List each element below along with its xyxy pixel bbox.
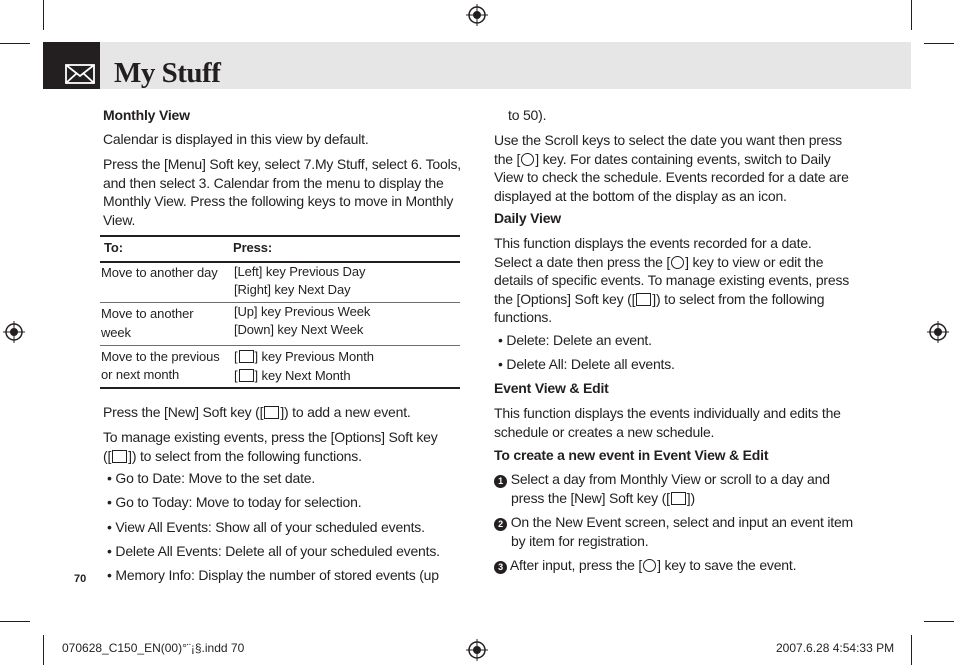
step-number-3: 3 bbox=[494, 561, 507, 574]
list-item-text: View All Events: Show all of your scheduled events. bbox=[115, 519, 425, 535]
text-line: by item for registration. bbox=[511, 532, 649, 549]
text-line: functions. bbox=[494, 309, 552, 325]
text-line: ]) bbox=[686, 489, 695, 506]
text-line: Select a date then press the [ bbox=[494, 253, 671, 270]
soft-key-icon bbox=[671, 492, 686, 505]
paragraph bbox=[494, 131, 874, 205]
soft-key-icon bbox=[636, 293, 651, 306]
text-line: ] key. For dates containing events, switch to Daily bbox=[535, 150, 831, 167]
list-item-text: Delete: Delete an event. bbox=[506, 332, 652, 348]
list-item: • Delete All: Delete all events. bbox=[498, 356, 675, 372]
ok-key-icon bbox=[671, 256, 684, 269]
text-line: the [Options] Soft key ([ bbox=[494, 290, 636, 307]
text-line: View to check the schedule. Events recorded for a date are bbox=[494, 169, 849, 185]
text-line: ([ ]) to select from the following functions. bbox=[103, 447, 362, 464]
table-cell: Move to another day bbox=[101, 265, 218, 280]
list-item-text: Go to Date: Move to the set date. bbox=[115, 470, 316, 486]
text-line bbox=[494, 489, 874, 508]
text-line: Select a day from Monthly View or scroll to a day and bbox=[510, 471, 830, 487]
crop-mark bbox=[43, 0, 44, 30]
table-cell-next-month: [ ] key Next Month bbox=[234, 368, 351, 383]
table-cell: [Left] key Previous Day bbox=[234, 264, 366, 279]
crop-mark bbox=[911, 0, 912, 30]
registration-mark-icon bbox=[466, 639, 488, 661]
paragraph bbox=[103, 155, 473, 229]
text-line bbox=[494, 253, 874, 272]
registration-mark-icon bbox=[927, 321, 949, 343]
footer-datetime: 2007.6.28 4:54:33 PM bbox=[776, 641, 895, 655]
text-line: ] key to save the event. bbox=[657, 557, 797, 573]
table-cell: [Down] key Next Week bbox=[234, 322, 364, 337]
list-item: • Delete All Events: Delete all of your scheduled events. bbox=[107, 543, 440, 559]
list-item: • Go to Today: Move to today for selection. bbox=[107, 494, 362, 510]
step-3 bbox=[494, 556, 874, 575]
text-line: ] key Next Month bbox=[254, 368, 351, 383]
envelope-icon bbox=[65, 64, 95, 84]
text-line: Press the [New] Soft key ([ bbox=[103, 404, 264, 420]
list-item: • Go to Date: Move to the set date. bbox=[107, 470, 316, 486]
list-item-text: Memory Info: Display the number of stored events (up bbox=[115, 567, 439, 583]
registration-mark-icon bbox=[3, 321, 25, 343]
section-heading: To create a new event in Event View & Edit bbox=[494, 447, 769, 463]
table-header-press: Press: bbox=[233, 240, 273, 255]
paragraph bbox=[494, 234, 874, 327]
paragraph bbox=[103, 130, 473, 149]
text-line: Press the [Menu] Soft key, select 7.My Stuff, select 6. Tools, bbox=[103, 156, 461, 172]
list-item-text: Delete All: Delete all events. bbox=[506, 356, 675, 372]
crop-mark bbox=[924, 43, 954, 44]
step-1 bbox=[494, 470, 874, 507]
table-cell: Move to another bbox=[101, 306, 194, 321]
text-line: displayed at the bottom of the display as an icon. bbox=[494, 187, 787, 204]
page-title: My Stuff bbox=[114, 57, 221, 89]
text-line: press the [New] Soft key ([ bbox=[511, 489, 670, 506]
text-line bbox=[494, 556, 874, 575]
text-line: To manage existing events, press the [Options] Soft key bbox=[103, 429, 438, 445]
text-line: ] key Previous Month bbox=[254, 349, 374, 364]
table-rule bbox=[100, 387, 460, 389]
crop-mark bbox=[911, 635, 912, 665]
text-line: View. bbox=[103, 211, 136, 228]
paragraph bbox=[103, 428, 473, 465]
table-cell: Move to the previous bbox=[101, 349, 220, 364]
crop-mark bbox=[0, 43, 30, 44]
section-heading: Daily View bbox=[494, 210, 562, 226]
table-rule bbox=[100, 345, 460, 346]
header-icon-box bbox=[43, 42, 100, 89]
side-key-up-icon bbox=[239, 350, 254, 363]
paragraph bbox=[103, 403, 473, 422]
crop-mark bbox=[0, 621, 30, 622]
list-item-text: Delete All Events: Delete all of your scheduled events. bbox=[115, 543, 440, 559]
text-line bbox=[494, 470, 874, 489]
table-header-to: To: bbox=[104, 240, 123, 255]
soft-key-icon bbox=[264, 406, 279, 419]
text-line: ]) to select from the following functions. bbox=[128, 447, 362, 464]
step-2 bbox=[494, 513, 874, 550]
text-line: schedule or creates a new schedule. bbox=[494, 423, 715, 440]
section-heading: Monthly View bbox=[103, 107, 190, 123]
step-number-2: 2 bbox=[494, 518, 507, 531]
text-line bbox=[494, 513, 874, 532]
text-line: ] key to view or edit the bbox=[685, 253, 824, 270]
text-line: ]) to select from the following bbox=[652, 290, 825, 307]
table-rule bbox=[100, 235, 460, 237]
paragraph bbox=[494, 404, 874, 441]
page-number: 70 bbox=[74, 573, 87, 585]
left-column bbox=[103, 106, 463, 125]
text-line: Calendar is displayed in this view by default. bbox=[103, 131, 369, 147]
soft-key-icon bbox=[112, 450, 127, 463]
list-item-text: Go to Today: Move to today for selection. bbox=[115, 494, 362, 510]
text-line: On the New Event screen, select and input an event item bbox=[510, 514, 854, 530]
table-cell-prev-month: [ ] key Previous Month bbox=[234, 349, 374, 364]
text-line bbox=[494, 290, 874, 309]
registration-mark-icon bbox=[466, 4, 488, 26]
footer-filename: 070628_C150_EN(00)°¨¡§.indd 70 bbox=[62, 641, 245, 655]
table-cell: [Up] key Previous Week bbox=[234, 304, 371, 319]
side-key-down-icon bbox=[239, 369, 254, 382]
text-line: After input, press the [ bbox=[509, 557, 643, 573]
list-item: • Delete: Delete an event. bbox=[498, 332, 652, 348]
section-heading: Event View & Edit bbox=[494, 380, 609, 396]
text-line: This function displays the events recorded for a date. bbox=[494, 235, 812, 251]
text-line: This function displays the events individually and edits the bbox=[494, 405, 841, 421]
text-line: the [ ] key. For dates containing events, switch to Daily bbox=[494, 150, 831, 167]
ok-key-icon bbox=[643, 559, 656, 572]
text-line: Monthly View. Press the following keys to move in Monthly bbox=[103, 193, 454, 209]
text-line: to 50). bbox=[508, 107, 547, 123]
list-item: • Memory Info: Display the number of stored events (up bbox=[107, 567, 439, 583]
table-cell: or next month bbox=[101, 367, 180, 382]
ok-key-icon bbox=[521, 153, 534, 166]
text-line: and then select 3. Calendar from the menu to display the bbox=[103, 174, 444, 191]
text-line: details of specific events. To manage existing events, press bbox=[494, 272, 850, 288]
text-line: ]) to add a new event. bbox=[280, 404, 411, 420]
text-line: Use the Scroll keys to select the date you want then press bbox=[494, 132, 842, 148]
table-cell: [Right] key Next Day bbox=[234, 282, 351, 297]
crop-mark bbox=[43, 635, 44, 665]
header-bar bbox=[100, 42, 911, 89]
list-item: • View All Events: Show all of your scheduled events. bbox=[107, 519, 425, 535]
crop-mark bbox=[924, 621, 954, 622]
table-cell: week bbox=[101, 325, 131, 340]
step-number-1: 1 bbox=[494, 475, 507, 488]
